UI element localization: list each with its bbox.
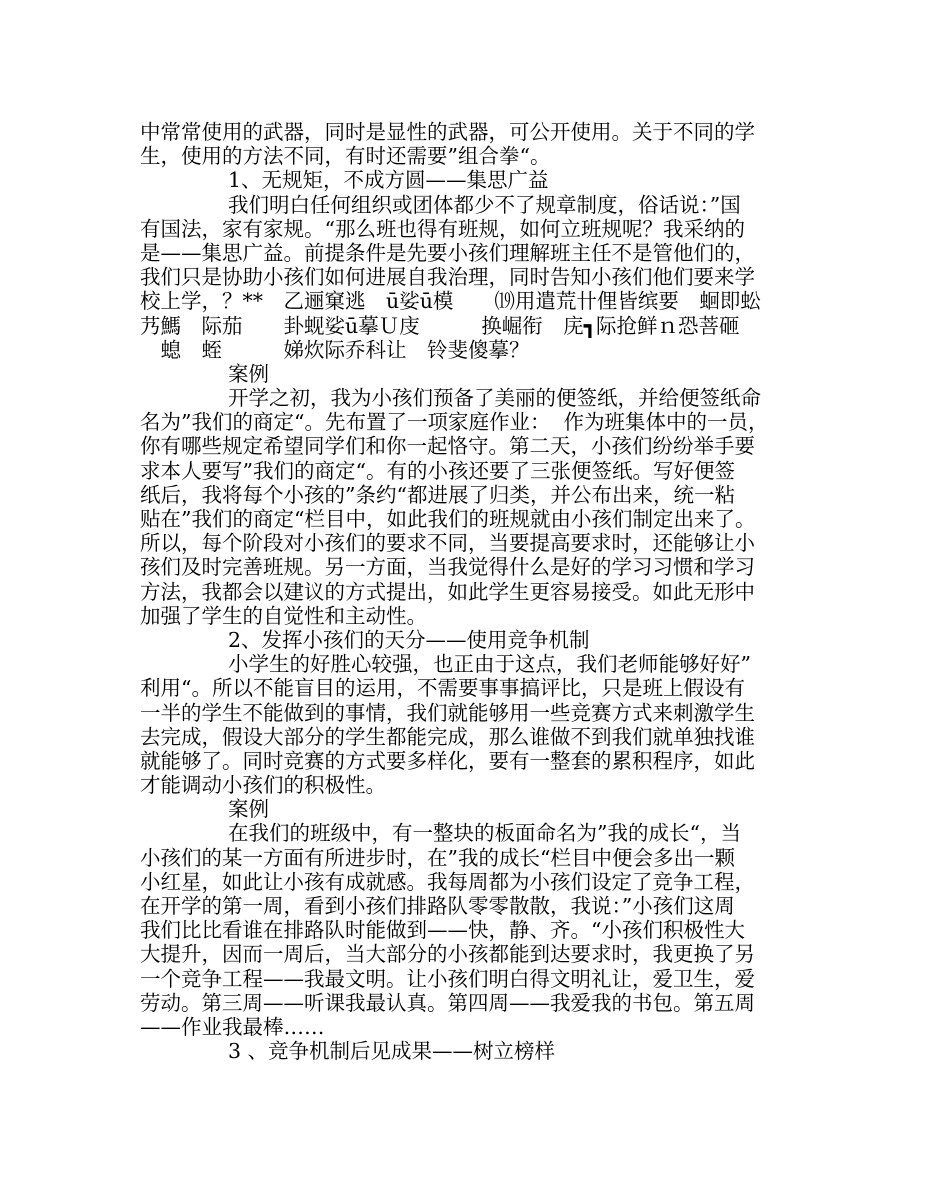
text-line: 就能够了。同时竞赛的方式要多样化，要有一整套的累积程序，如此 bbox=[140, 748, 755, 773]
text-line: 在开学的第一周，看到小孩们排路队零零散散，我说：”小孩们这周 bbox=[140, 894, 735, 918]
text-line: 纸后，我将每个小孩的”条约“都进展了归类，并公布出来，统一粘 bbox=[140, 482, 735, 507]
text-line: 一个竞争工程——我最文明。让小孩们明白得文明礼让，爱卫生，爱 bbox=[140, 966, 755, 991]
text-line: 你有哪些规定希望同学们和你一起恪守。第二天，小孩们纷纷举手要 bbox=[140, 434, 755, 459]
text-line: 我们明白任何组织或团体都少不了规章制度，俗话说：”国 bbox=[228, 192, 741, 217]
text-line: 孩们及时完善班规。另一方面，当我觉得什么是好的学习习惯和学习 bbox=[140, 555, 755, 580]
text-line: 利用“。所以不能盲目的运用，不需要事事搞评比，只是班上假设有 bbox=[140, 676, 745, 701]
document-body bbox=[140, 120, 815, 1063]
text-line: 贴在”我们的商定“栏目中，如此我们的班规就由小孩们制定出来了。 bbox=[140, 507, 756, 531]
text-line: 校上学，？** 乙逦窠逃 ū娑ū模 ⒆用遣荒卄俚皆缤要 蛔即蚣 bbox=[140, 289, 761, 314]
text-line: 艿鰢 际茄 卦蚬娑ū摹Ｕ庋 换崛衔 庑┓际抢鲜ｎ恐菩砸 bbox=[140, 313, 740, 338]
text-line: 有国法，家有家规。“那么班也得有班规，如何立班规呢？我采纳的 bbox=[140, 216, 745, 241]
text-line: 才能调动小孩们的积极性。 bbox=[140, 773, 386, 798]
text-line: 加强了学生的自觉性和主动性。 bbox=[140, 603, 427, 628]
text-line: 求本人要写”我们的商定“。有的小孩还要了三张便签纸。写好便签 bbox=[140, 458, 735, 483]
text-line: 1、无规矩，不成方圆——集思广益 bbox=[228, 168, 549, 193]
text-line: 中常常使用的武器，同时是显性的武器，可公开使用。关于不同的学 bbox=[140, 120, 755, 144]
text-line: 一半的学生不能做到的事情，我们就能够用一些竞赛方式来刺激学生 bbox=[140, 700, 755, 725]
text-line: 我们只是协助小孩们如何进展自我治理，同时告知小孩们他们要来学 bbox=[140, 265, 755, 290]
text-line: 劳动。第三周——听课我最认真。第四周——我爱我的书包。第五周 bbox=[140, 990, 755, 1015]
text-line: 方法，我都会以建议的方式提出，如此学生更容易接受。如此无形中 bbox=[140, 579, 755, 604]
text-line: 案例 bbox=[228, 361, 269, 386]
text-line: 小学生的好胜心较强，也正由于这点，我们老师能够好好” bbox=[228, 652, 751, 677]
text-line: ——作业我最棒…… bbox=[140, 1014, 325, 1039]
text-line: 是——集思广益。前提条件是先要小孩们理解班主任不是管他们的， bbox=[140, 240, 755, 265]
text-line: 案例 bbox=[228, 797, 269, 822]
text-line: 2、发挥小孩们的天分——使用竞争机制 bbox=[228, 627, 590, 652]
text-line: 名为”我们的商定“。先布置了一项家庭作业： 作为班集体中的一员， bbox=[140, 410, 769, 435]
text-line: 所以，每个阶段对小孩们的要求不同，当要提高要求时，还能够让小 bbox=[140, 531, 755, 556]
text-line: 3 、竞争机制后见成果——树立榜样 bbox=[228, 1039, 556, 1064]
text-line: 我们比比看谁在排路队时能做到——快，静、齐。“小孩们积极性大 bbox=[140, 918, 745, 943]
text-line: 大提升，因而一周后，当大部分的小孩都能到达要求时，我更换了另 bbox=[140, 942, 755, 967]
text-line: 小孩们的某一方面有所进步时，在”我的成长“栏目中便会多出一颗 bbox=[140, 845, 735, 870]
text-line: 小红星，如此让小孩有成就感。我每周都为小孩们设定了竞争工程， bbox=[140, 869, 755, 894]
text-line: 开学之初，我为小孩们预备了美丽的便签纸，并给便签纸命 bbox=[228, 386, 761, 411]
text-line: 在我们的班级中，有一整块的板面命名为”我的成长“，当 bbox=[228, 821, 741, 846]
text-line: 去完成，假设大部分的学生都能完成，那么谁做不到我们就单独找谁 bbox=[140, 724, 755, 749]
text-line: 螅 蛭 娣炊际乔科让 铃斐傻摹？ bbox=[140, 337, 530, 362]
text-line: 生，使用的方法不同，有时还需要”组合拳“。 bbox=[140, 144, 551, 169]
